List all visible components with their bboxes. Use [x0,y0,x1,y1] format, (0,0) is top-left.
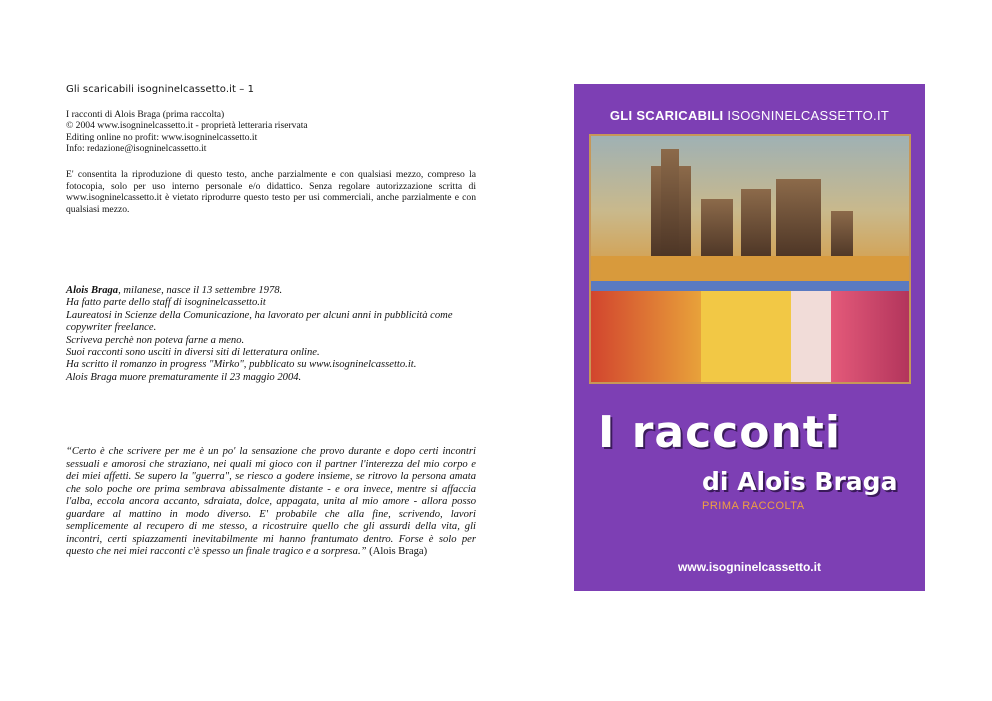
page-header: Gli scaricabili isogninelcassetto.it – 1 [66,84,255,95]
quote-attribution: (Alois Braga) [366,546,428,557]
meta-line: Info: redazione@isogninelcassetto.it [66,143,207,155]
bio-line: Scriveva perchè non poteva farne a meno. [66,334,245,346]
bio-line: Ha fatto parte dello staff di isogninelcassetto.it [66,297,266,309]
bio-line: Alois Braga muore prematuramente il 23 maggio 2004. [66,371,302,383]
cover-title: I racconti [598,407,841,458]
cover-url: www.isogninelcassetto.it [678,560,821,574]
author-bio [66,285,478,384]
bio-line: Suoi racconti sono usciti in diversi siti di letteratura online. [66,347,320,359]
meta-line: © 2004 www.isogninelcassetto.it - proprietà letteraria riservata [66,120,308,132]
quote-text: “Certo è che scrivere per me è un po' la sensazione che provo durante e dopo certi incontri sessuali e amorosi che straziano, nei quali mi gioco con il partner l'interezza del mio corpo e dei miei affetti. Se supero la "guerra", se riesco a godere insieme, se ritrovo la persona amata che solo poche ore prima sembrava abissalmente distante - e ora invece, mentre si affaccia l'alba, eccola ancora accanto, sdraiata, dolce, appagata, unita al mio amore - allora posso guardare al mattino in modo diverso. E' probabile che alla fine, scrivendo, lavori semplicemente al recupero di me stesso, a ricostruire quello che gli assurdi della vita, gli incontri, certi spiazzamenti inevitabilmente mi hanno frantumato dentro. Forse è solo per questo che nei miei racconti c'è spesso un finale tragico e a sorpresa.” [66,446,476,557]
cover-subtitle: di Alois Braga [702,467,898,496]
bio-line: Ha scritto il romanzo in progress "Mirko", pubblicato su www.isogninelcassetto.it. [66,359,417,371]
bio-first-line [66,285,478,297]
artwork-stripe [591,281,909,291]
author-quote [66,446,476,559]
artwork-block [791,291,831,384]
artwork-skyline [591,136,909,261]
meta-line: Editing online no profit: www.isogninelcassetto.it [66,131,258,143]
cover-edition: PRIMA RACCOLTA [702,500,805,512]
author-name: Alois Braga [66,285,119,296]
cover-artwork [589,134,911,384]
artwork-block [831,291,911,384]
artwork-block [701,291,791,384]
cover-series-bold: GLI SCARICABILI [609,108,724,123]
bio-first-line-rest: , milanese, nasce il 13 settembre 1978. [118,285,283,296]
publication-info [66,109,308,155]
bio-line: Laureatosi in Scienze della Comunicazione, ha lavorato per alcuni anni in pubblicità come copywriter freelance. [66,309,453,334]
cover-series-label [574,108,925,123]
book-cover [574,84,925,591]
artwork-block [591,291,701,384]
meta-line: I racconti di Alois Braga (prima raccolta) [66,109,225,120]
rights-notice: E' consentita la riproduzione di questo testo, anche parzialmente e con qualsiasi mezzo, compreso la fotocopia, solo per uso interno personale e/o didattico. Senza regolare autorizzazione scritta di www.isogninelcassetto.it è vietato riprodurre questo testo per usi commerciali, anche parzialmente e con qualsiasi mezzo. [66,169,476,215]
cover-series-site: ISOGNINELCASSETTO.IT [723,108,890,123]
